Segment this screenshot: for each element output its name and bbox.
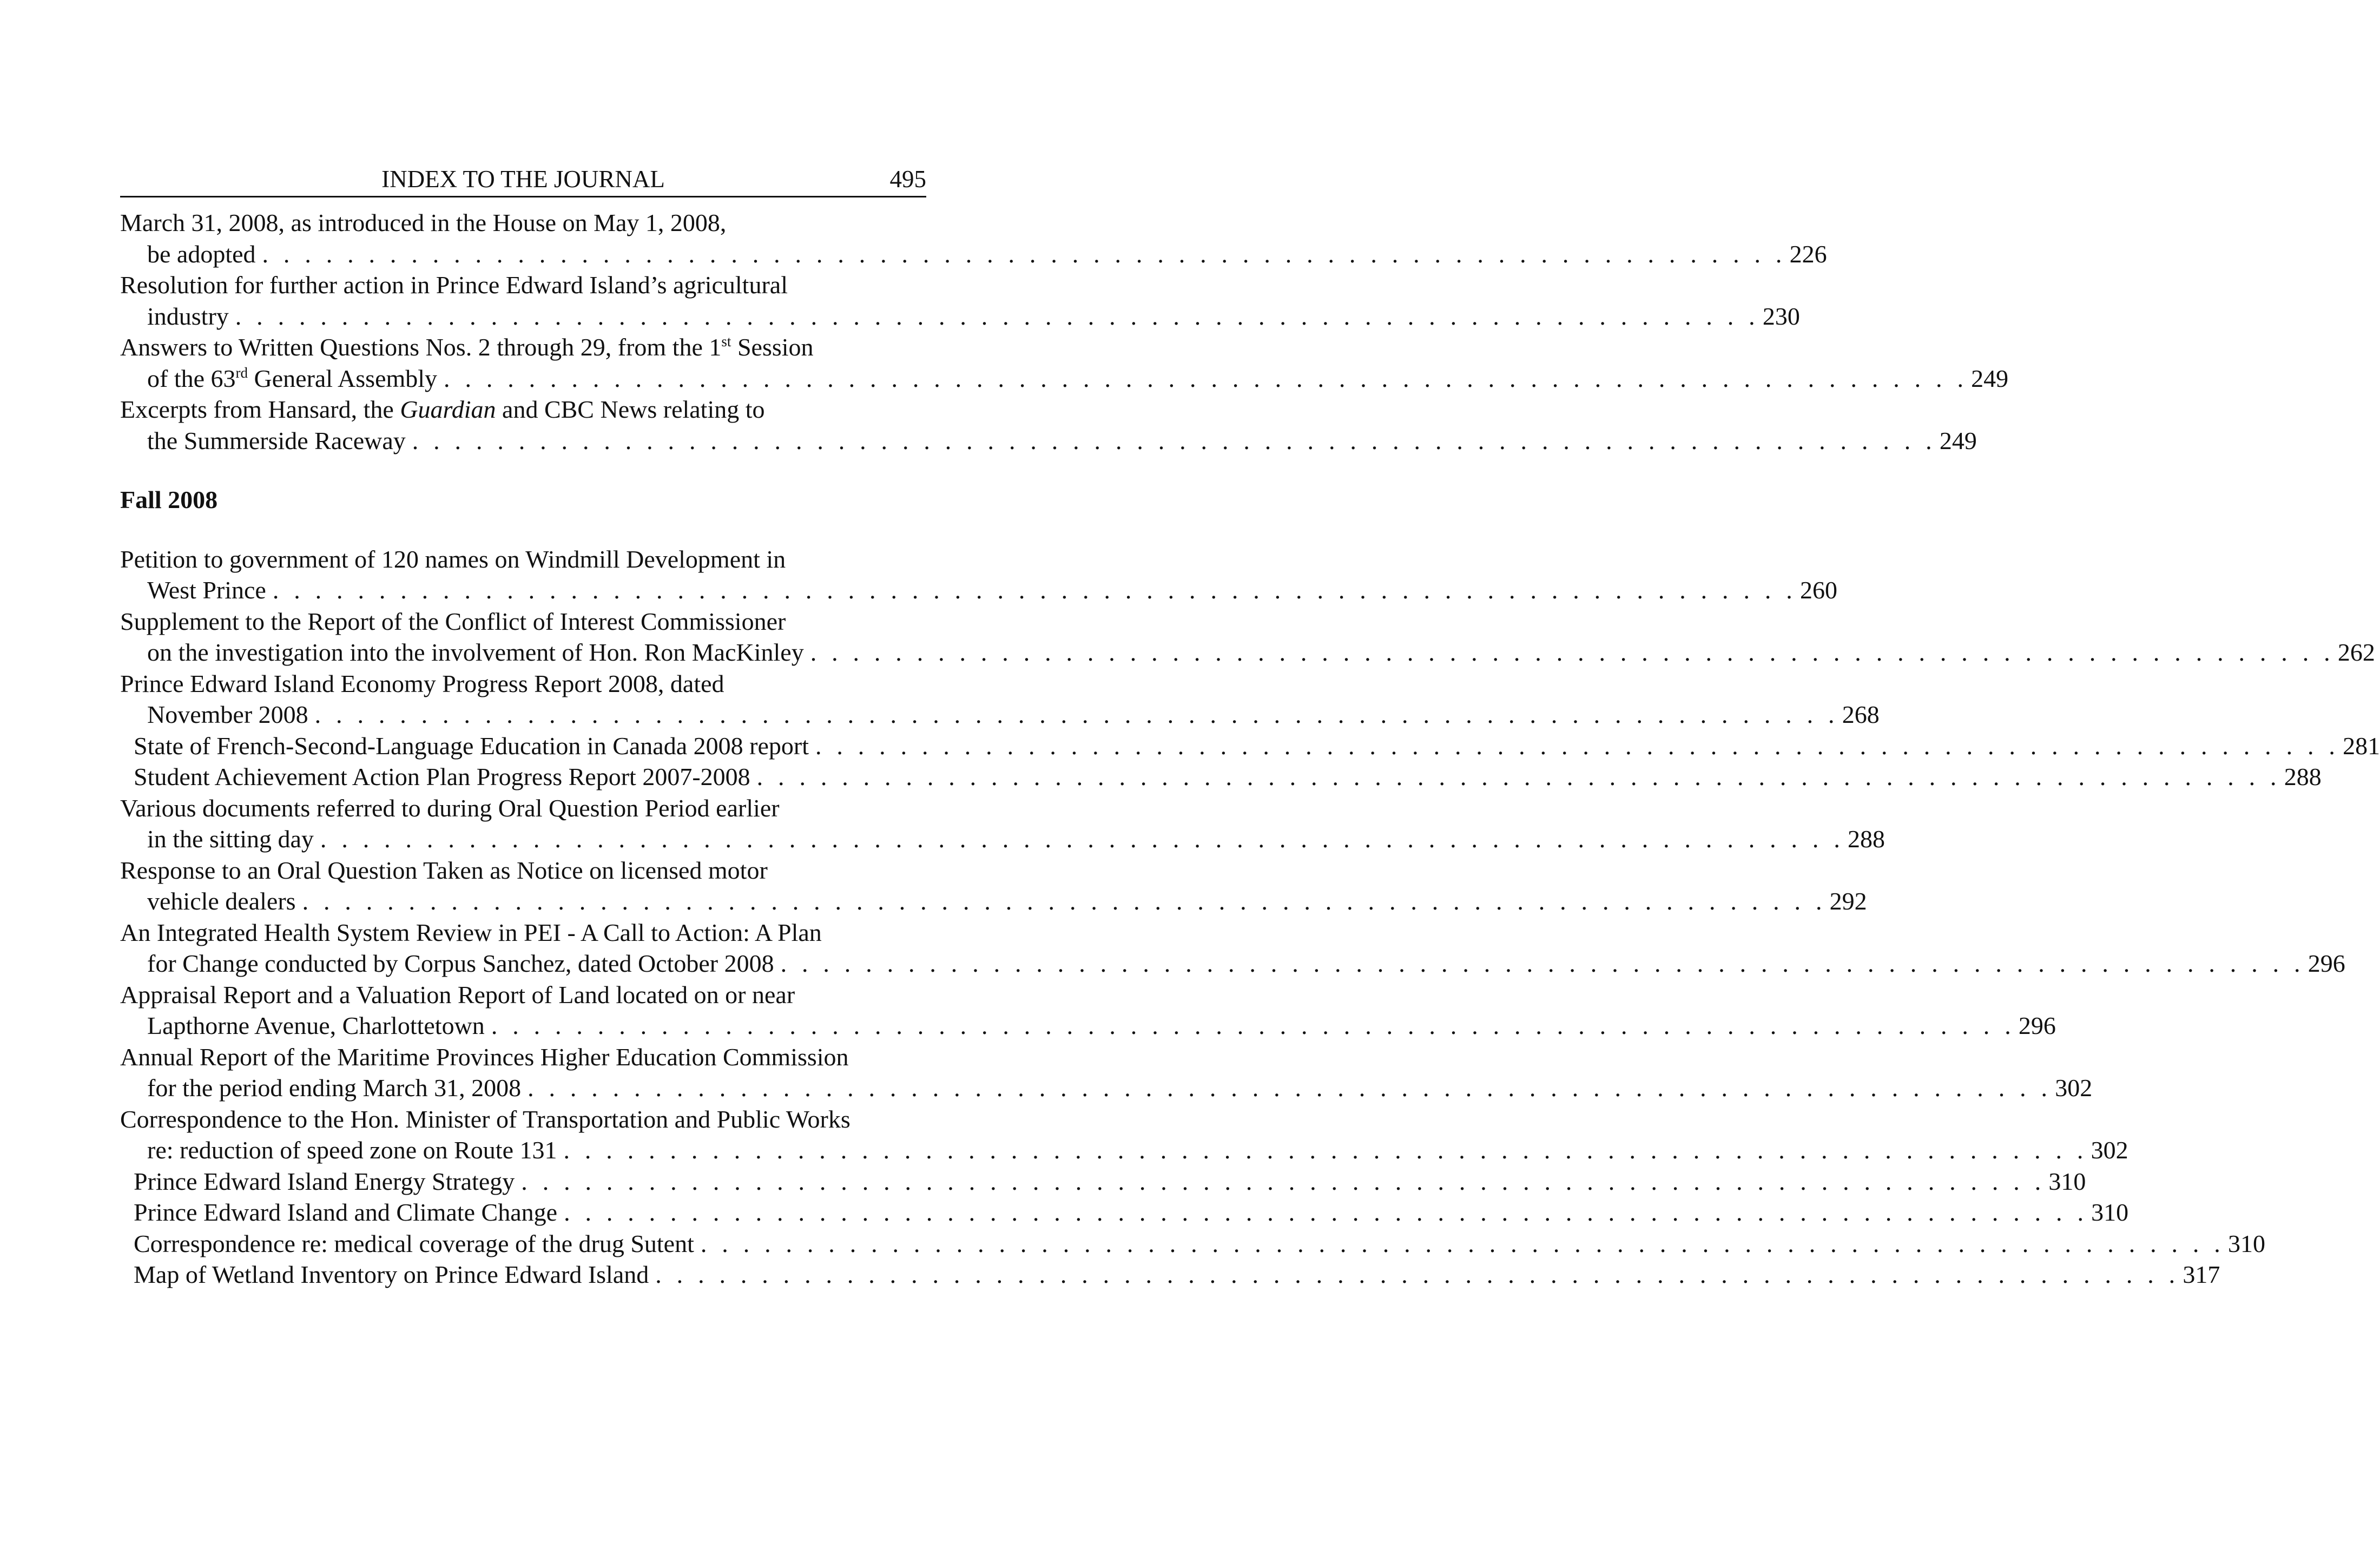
entry-text-line: Student Achievement Action Plan Progress Report 2007-2008 <box>134 763 750 790</box>
entry-page-number: 296 <box>2018 1012 2056 1039</box>
entry-last-line <box>134 637 2375 668</box>
entry-last-line <box>134 1135 2128 1166</box>
entry-last-line <box>134 425 1977 457</box>
entry-text-line: for the period ending March 31, 2008 <box>147 1074 522 1102</box>
entry-text-line: Lapthorne Avenue, Charlottetown <box>147 1012 485 1039</box>
entry-page-number: 292 <box>1829 887 1867 915</box>
entry-text-line: Correspondence re: medical coverage of the drug Sutent <box>134 1229 694 1257</box>
entry-text-line <box>120 332 926 363</box>
entry-last-line <box>134 1228 2265 1260</box>
index-entry <box>120 394 1977 456</box>
entry-text-line <box>147 363 437 394</box>
entry-last-line <box>134 301 1800 332</box>
entry-page-number: 230 <box>1762 302 1800 330</box>
dot-leader: . . . . . . . . . . . . . . . . . . . . . . . . . . . . . . . . . . . . . . . . . . . . . . . . . . . . . . . . . . . . . . . . . . . . . . . . <box>564 1198 2088 1226</box>
entry-page-number: 310 <box>2228 1229 2265 1257</box>
index-entry <box>120 855 1867 917</box>
entry-text-part: and CBC News relating to <box>496 396 765 423</box>
index-entry <box>120 917 2345 979</box>
running-header <box>120 162 926 197</box>
header-page-number: 495 <box>889 166 926 193</box>
entry-page-number: 317 <box>2183 1261 2220 1288</box>
entry-text-part: Excerpts from Hansard, the <box>120 396 400 423</box>
index-entry <box>120 606 2375 668</box>
entry-last-line <box>134 823 1885 855</box>
index-entry <box>120 1228 2265 1260</box>
entry-text-line: Prince Edward Island Economy Progress Report 2008, dated <box>120 669 724 697</box>
entry-page-number: 249 <box>1939 426 1977 454</box>
dot-leader: . . . . . . . . . . . . . . . . . . . . . . . . . . . . . . . . . . . . . . . . . . . . . . . . . . . . . . . . . . . . . . . . . . . . . . . . <box>235 302 1759 330</box>
entry-text-line: be adopted <box>147 240 256 268</box>
entry-text-line: Various documents referred to during Oral Question Period earlier <box>120 794 780 822</box>
index-entry <box>120 332 2009 394</box>
entry-last-line <box>134 761 2322 793</box>
dot-leader: . . . . . . . . . . . . . . . . . . . . . . . . . . . . . . . . . . . . . . . . . . . . . . . . . . . . . . . . . . . . . . . . . . . . . . . . <box>810 638 2335 666</box>
dot-leader: . . . . . . . . . . . . . . . . . . . . . . . . . . . . . . . . . . . . . . . . . . . . . . . . . . . . . . . . . . . . . . . . . . . . . . . . <box>815 732 2340 760</box>
entry-text-line: Annual Report of the Maritime Provinces Higher Education Commission <box>120 1043 849 1071</box>
entry-text-part: General Assembly <box>248 364 438 392</box>
index-entries-continued <box>120 207 2009 456</box>
index-entry <box>120 1259 2220 1290</box>
entry-page-number: 281 <box>2343 732 2380 760</box>
entry-text-line: Response to an Oral Question Taken as Notice on licensed motor <box>120 856 768 884</box>
entry-page-number: 268 <box>1842 701 1880 728</box>
index-entry <box>120 207 1827 269</box>
entry-text-line: on the investigation into the involvement of Hon. Ron MacKinley <box>147 638 804 666</box>
index-entry <box>120 1166 2086 1197</box>
entry-text-line: March 31, 2008, as introduced in the House on May 1, 2008, <box>120 209 727 236</box>
index-entry <box>120 1197 2129 1228</box>
entry-last-line <box>134 1010 2056 1042</box>
entry-text-line: Supplement to the Report of the Conflict of Interest Commissioner <box>120 607 786 635</box>
entry-text-line: vehicle dealers <box>147 887 296 915</box>
entry-page-number: 260 <box>1799 576 1837 604</box>
italic-publication-name: Guardian <box>400 396 496 423</box>
entry-page-number: 310 <box>2091 1198 2129 1226</box>
entry-last-line <box>134 948 2345 979</box>
dot-leader: . . . . . . . . . . . . . . . . . . . . . . . . . . . . . . . . . . . . . . . . . . . . . . . . . . . . . . . . . . . . . . . . . . . . . . . . <box>314 701 1839 728</box>
index-entry <box>120 1042 2093 1104</box>
ordinal-superscript: rd <box>235 364 248 381</box>
entry-page-number: 226 <box>1789 240 1827 268</box>
dot-leader: . . . . . . . . . . . . . . . . . . . . . . . . . . . . . . . . . . . . . . . . . . . . . . . . . . . . . . . . . . . . . . . . . . . . . . . . <box>302 887 1827 915</box>
entry-last-line <box>134 1259 2220 1290</box>
entry-text-part: Answers to Written Questions Nos. 2 through 29, from the 1 <box>120 333 722 361</box>
entry-text-line: Petition to government of 120 names on Windmill Development in <box>120 545 786 573</box>
entry-text-line: Resolution for further action in Prince Edward Island’s agricultural <box>120 271 788 299</box>
entry-page-number: 302 <box>2055 1074 2093 1102</box>
entry-last-line <box>134 730 2380 762</box>
dot-leader: . . . . . . . . . . . . . . . . . . . . . . . . . . . . . . . . . . . . . . . . . . . . . . . . . . . . . . . . . . . . . . . . . . . . . . . . <box>272 576 1797 604</box>
document-page <box>120 162 2380 1290</box>
entry-text-line: An Integrated Health System Review in PEI - A Call to Action: A Plan <box>120 918 822 946</box>
entry-text-part: of the 63 <box>147 364 236 392</box>
entry-text-line: Prince Edward Island Energy Strategy <box>134 1167 515 1195</box>
header-title: INDEX TO THE JOURNAL <box>381 166 665 193</box>
dot-leader: . . . . . . . . . . . . . . . . . . . . . . . . . . . . . . . . . . . . . . . . . . . . . . . . . . . . . . . . . . . . . . . . . . . . . . . . <box>655 1261 2180 1288</box>
entry-text-line: Appraisal Report and a Valuation Report of Land located on or near <box>120 980 795 1009</box>
entry-text-line: State of French-Second-Language Education in Canada 2008 report <box>134 732 809 760</box>
entry-text-part: Session <box>731 333 814 361</box>
entry-text-line: for Change conducted by Corpus Sanchez, dated October 2008 <box>147 950 774 977</box>
entry-text-line: Correspondence to the Hon. Minister of Transportation and Public Works <box>120 1105 851 1133</box>
entry-last-line <box>134 1197 2129 1228</box>
entry-last-line <box>134 1072 2093 1104</box>
entry-page-number: 302 <box>2091 1136 2128 1164</box>
entry-text-line <box>120 394 926 425</box>
dot-leader: . . . . . . . . . . . . . . . . . . . . . . . . . . . . . . . . . . . . . . . . . . . . . . . . . . . . . . . . . . . . . . . . . . . . . . . . <box>563 1136 2088 1164</box>
entry-page-number: 249 <box>1971 364 2009 392</box>
dot-leader: . . . . . . . . . . . . . . . . . . . . . . . . . . . . . . . . . . . . . . . . . . . . . . . . . . . . . . . . . . . . . . . . . . . . . . . . <box>320 825 1845 853</box>
entry-last-line <box>134 1166 2086 1197</box>
dot-leader: . . . . . . . . . . . . . . . . . . . . . . . . . . . . . . . . . . . . . . . . . . . . . . . . . . . . . . . . . . . . . . . . . . . . . . . . <box>521 1167 2046 1195</box>
entry-page-number: 288 <box>2284 763 2322 790</box>
entry-text-line: Map of Wetland Inventory on Prince Edward Island <box>134 1261 649 1288</box>
index-entry <box>120 1104 2128 1166</box>
index-entries-section <box>120 544 2380 1290</box>
dot-leader: . . . . . . . . . . . . . . . . . . . . . . . . . . . . . . . . . . . . . . . . . . . . . . . . . . . . . . . . . . . . . . . . . . . . . . . . <box>780 950 2305 977</box>
dot-leader: . . . . . . . . . . . . . . . . . . . . . . . . . . . . . . . . . . . . . . . . . . . . . . . . . . . . . . . . . . . . . . . . . . . . . . . . <box>700 1229 2225 1257</box>
entry-text-line: Prince Edward Island and Climate Change <box>134 1198 558 1226</box>
index-entry <box>120 269 1800 332</box>
dot-leader: . . . . . . . . . . . . . . . . . . . . . . . . . . . . . . . . . . . . . . . . . . . . . . . . . . . . . . . . . . . . . . . . . . . . . . . . <box>491 1012 2015 1039</box>
entry-last-line <box>134 575 1837 606</box>
index-entry <box>120 793 1885 855</box>
section-heading: Fall 2008 <box>120 486 218 513</box>
entry-page-number: 288 <box>1848 825 1885 853</box>
entry-text-line: in the sitting day <box>147 825 314 853</box>
entry-page-number: 296 <box>2308 950 2345 977</box>
ordinal-superscript: st <box>721 333 731 350</box>
entry-last-line <box>134 699 1880 730</box>
entry-page-number: 262 <box>2337 638 2375 666</box>
entry-page-number: 310 <box>2048 1167 2086 1195</box>
entry-last-line <box>134 239 1827 270</box>
entry-text-line: the Summerside Raceway <box>147 426 406 454</box>
index-entry <box>120 668 1880 730</box>
index-entry <box>120 544 1837 606</box>
entry-last-line <box>134 886 1867 917</box>
entry-text-line: West Prince <box>147 576 266 604</box>
entry-text-line: industry <box>147 302 229 330</box>
entry-text-line: re: reduction of speed zone on Route 131 <box>147 1136 557 1164</box>
dot-leader: . . . . . . . . . . . . . . . . . . . . . . . . . . . . . . . . . . . . . . . . . . . . . . . . . . . . . . . . . . . . . . . . . . . . . . . . <box>528 1074 2052 1102</box>
dot-leader: . . . . . . . . . . . . . . . . . . . . . . . . . . . . . . . . . . . . . . . . . . . . . . . . . . . . . . . . . . . . . . . . . . . . . . . . <box>262 240 1786 268</box>
index-entry <box>120 979 2056 1042</box>
dot-leader: . . . . . . . . . . . . . . . . . . . . . . . . . . . . . . . . . . . . . . . . . . . . . . . . . . . . . . . . . . . . . . . . . . . . . . . . <box>444 364 1968 392</box>
entry-last-line <box>134 363 2009 394</box>
index-entry <box>120 730 2380 762</box>
dot-leader: . . . . . . . . . . . . . . . . . . . . . . . . . . . . . . . . . . . . . . . . . . . . . . . . . . . . . . . . . . . . . . . . . . . . . . . . <box>412 426 1936 454</box>
index-entry <box>120 761 2322 793</box>
dot-leader: . . . . . . . . . . . . . . . . . . . . . . . . . . . . . . . . . . . . . . . . . . . . . . . . . . . . . . . . . . . . . . . . . . . . . . . . <box>756 763 2281 790</box>
entry-text-line: November 2008 <box>147 701 308 728</box>
